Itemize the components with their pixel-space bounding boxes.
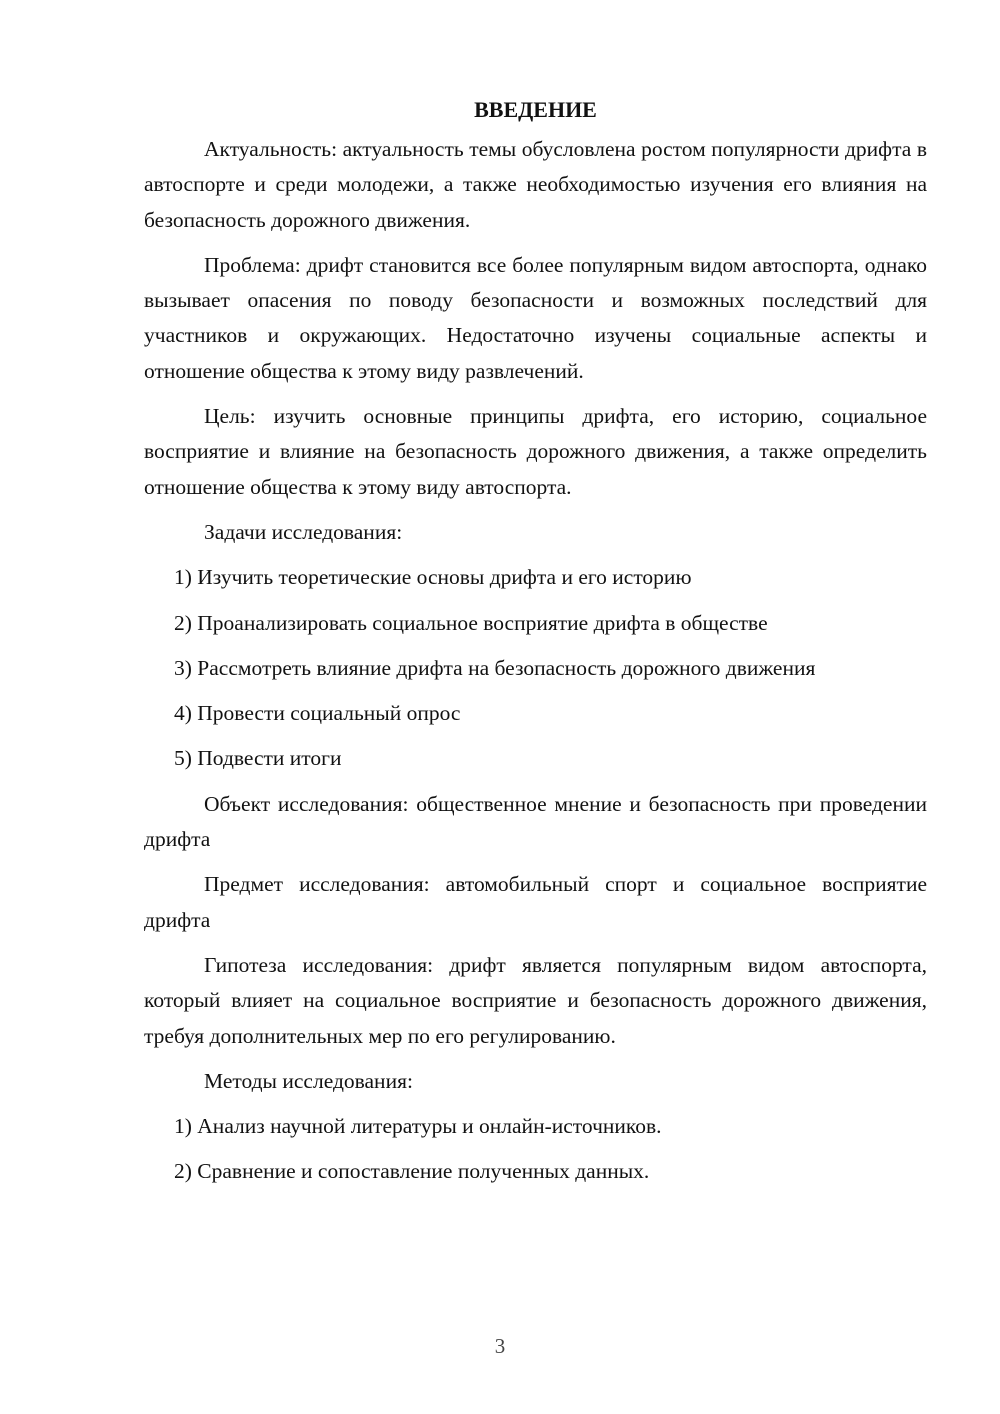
list-item: 1) Анализ научной литературы и онлайн-источников. — [174, 1114, 662, 1139]
problem-paragraph: Проблема: дрифт становится все более популярным видом автоспорта, однако вызывает опасения по поводу безопасности и возможных последствий для участников и окружающих. Недостаточно изучены социальные аспекты и отношение общества к этому виду развлечений. — [144, 252, 927, 383]
list-item: 5) Подвести итоги — [174, 746, 342, 771]
tasks-list — [144, 560, 927, 776]
object-paragraph: Объект исследования: общественное мнение и безопасность при проведении дрифта — [144, 791, 927, 852]
list-item: 1) Изучить теоретические основы дрифта и его историю — [174, 565, 692, 590]
subject-paragraph: Предмет исследования: автомобильный спорт и социальное восприятие дрифта — [144, 872, 927, 932]
tasks-heading: Задачи исследования: — [204, 519, 403, 544]
document-page — [144, 92, 927, 1200]
list-item: 2) Сравнение и сопоставление полученных данных. — [174, 1159, 650, 1184]
list-item: 2) Проанализировать социальное восприятие дрифта в обществе — [174, 610, 768, 635]
page-number: 3 — [494, 1334, 506, 1358]
section-title: ВВЕДЕНИЕ — [474, 97, 597, 122]
methods-heading: Методы исследования: — [204, 1068, 413, 1093]
relevance-paragraph: Актуальность: актуальность темы обусловлена ростом популярности дрифта в автоспорте и среди молодежи, а также необходимостью изучения его влияния на безопасность дорожного движения. — [144, 137, 927, 232]
goal-paragraph: Цель: изучить основные принципы дрифта, его историю, социальное восприятие и влияние на безопасность дорожного движения, а также определить отношение общества к этому виду автоспорта. — [144, 404, 927, 499]
methods-list — [144, 1109, 927, 1190]
hypothesis-paragraph: Гипотеза исследования: дрифт является популярным видом автоспорта, который влияет на социальное восприятие и безопасность дорожного движения, требуя дополнительных мер по его регулированию. — [144, 952, 927, 1048]
list-item: 3) Рассмотреть влияние дрифта на безопасность дорожного движения — [174, 655, 816, 680]
list-item: 4) Провести социальный опрос — [174, 701, 461, 726]
